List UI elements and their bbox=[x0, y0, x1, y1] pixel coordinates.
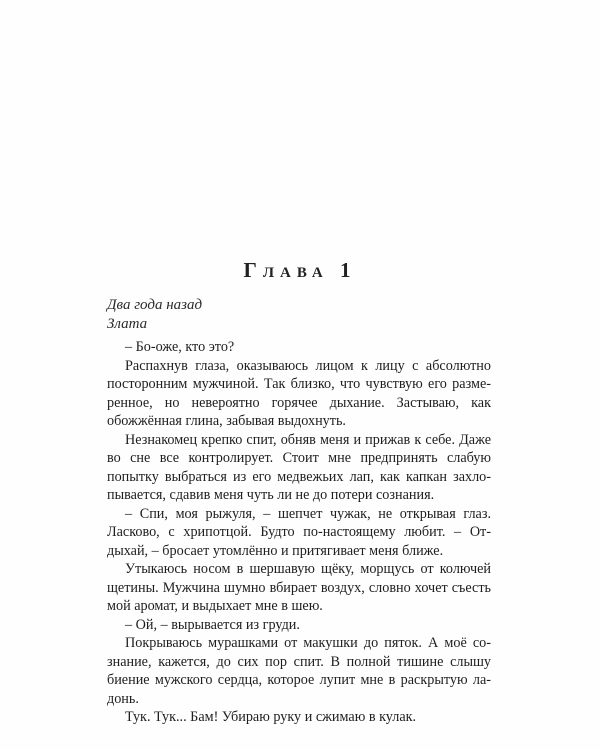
paragraph: – Спи, моя рыжуля, – шепчет чужак, не открывая глаз. Ласково, с хрипотцой. Будто по-настоящему любит. – Отдыхай, – бросает утомлённо и притягивает меня ближе. bbox=[107, 505, 491, 559]
chapter-title bbox=[0, 258, 600, 283]
chapter-epigraph bbox=[107, 296, 202, 333]
paragraph: Утыкаюсь носом в шершавую щёку, морщусь от колючей щетины. Мужчина шумно вбирает воздух, словно хочет съесть мой аромат, и выдыхает мне в шею. bbox=[107, 561, 491, 614]
epigraph-narrator: Злата bbox=[107, 315, 148, 332]
paragraph: Покрываюсь мурашками от макушки до пяток. А моё сознание, кажется, до сих пор спит. В полной тишине слышу биение мужского сердца, которое лупит мне в раскрытую ладонь. bbox=[107, 635, 491, 707]
paragraph: – Бо-оже, кто это? bbox=[125, 339, 235, 355]
paragraph: Незнакомец крепко спит, обняв меня и прижав к себе. Даже во сне все контролирует. Стоит мне предпринять слабую попытку выбраться из его медвежьих лап, как капкан захлопывается, сдавив меня чуть ли не до потери сознания. bbox=[107, 431, 491, 503]
paragraph: Тук. Тук... Бам! Убираю руку и сжимаю в кулак. bbox=[125, 709, 417, 725]
chapter-body bbox=[107, 338, 491, 727]
paragraph: – Ой, – вырывается из груди. bbox=[125, 616, 300, 633]
chapter-title-text: Глава 1 bbox=[243, 258, 357, 282]
paragraph: Распахнув глаза, оказываюсь лицом к лицу с абсолютно посторонним мужчиной. Так близко, что чувствую его размеренное, но невероятно горячее дыхание. Застываю, как обожжённая глина, забывая выдохнуть. bbox=[107, 357, 491, 429]
epigraph-time: Два года назад bbox=[107, 297, 203, 313]
